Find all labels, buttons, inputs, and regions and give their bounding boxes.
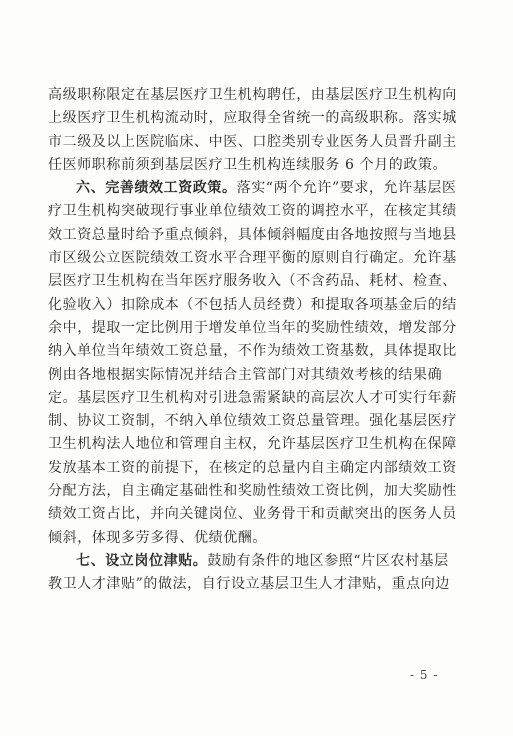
section-7-first-line [48,550,468,573]
text-line: 层医疗卫生机构在当年医疗服务收入（不含药品、耗材、检查、 [48,273,457,290]
section-6-first-line-text: 落实“两个允许”要求，允许基层医 [236,180,457,197]
document-body [48,84,468,597]
text-line: 制、协议工资制，不纳入单位绩效工资总量管理。强化基层医疗 [48,413,457,430]
text-line: 上级医疗卫生机构流动时，应取得全省统一的高级职称。落实城 [48,110,457,127]
text-line: 疗卫生机构突破现行事业单位绩效工资的调控水平，在核定其绩 [48,203,457,220]
section-6-paragraph [48,177,468,550]
text-line: 绩效工资占比，并向关键岗位、业务骨干和贡献突出的医务人员 [48,506,457,523]
text-line: 高级职称限定在基层医疗卫生机构聘任，由基层医疗卫生机构向 [48,87,457,103]
text-line: 发放基本工资的前提下，在核定的总量内自主确定内部绩效工资 [48,459,457,476]
section-6-heading: 六、完善绩效工资政策。 [76,180,237,197]
text-line: 定。基层医疗卫生机构对引进急需紧缺的高层次人才可实行年薪 [48,389,457,406]
section-7-first-line-text: 鼓励有条件的地区参照“片区农村基层 [207,552,449,569]
text-line: 市二级及以上医院临床、中医、口腔类别专业医务人员晋升副主 [48,133,457,150]
section-7-heading: 七、设立岗位津贴。 [76,552,208,569]
text-line: 效工资总量时给予重点倾斜，具体倾斜幅度由各地按照与当地县 [48,226,457,243]
text-line: 分配方法，自主确定基础性和奖励性绩效工资比例，加大奖励性 [48,483,457,500]
text-line: 例由各地根据实际情况并结合主管部门对其绩效考核的结果确 [48,366,443,383]
text-line: 余中，提取一定比例用于增发单位当年的奖励性绩效，增发部分 [48,319,457,336]
text-line: 纳入单位当年绩效工资总量，不作为绩效工资基数，具体提取比 [48,343,457,360]
section-7-paragraph [48,550,468,597]
text-line: 化验收入）扣除成本（不包括人员经费）和提取各项基金后的结 [48,296,457,313]
text-line: 任医师职称前须到基层医疗卫生机构连续服务 6 个月的政策。 [48,156,448,173]
text-line: 倾斜，体现多劳多得、优绩优酬。 [48,529,267,546]
text-line: 教卫人才津贴”的做法，自行设立基层卫生人才津贴，重点向边 [48,576,450,593]
text-line: 卫生机构法人地位和管理自主权，允许基层医疗卫生机构在保障 [48,436,457,453]
text-line: 市区级公立医院绩效工资水平合理平衡的原则自行确定。允许基 [48,250,457,267]
page-number: - 5 - [410,668,439,682]
paragraph-continued [48,84,468,177]
section-6-first-line [48,177,468,200]
